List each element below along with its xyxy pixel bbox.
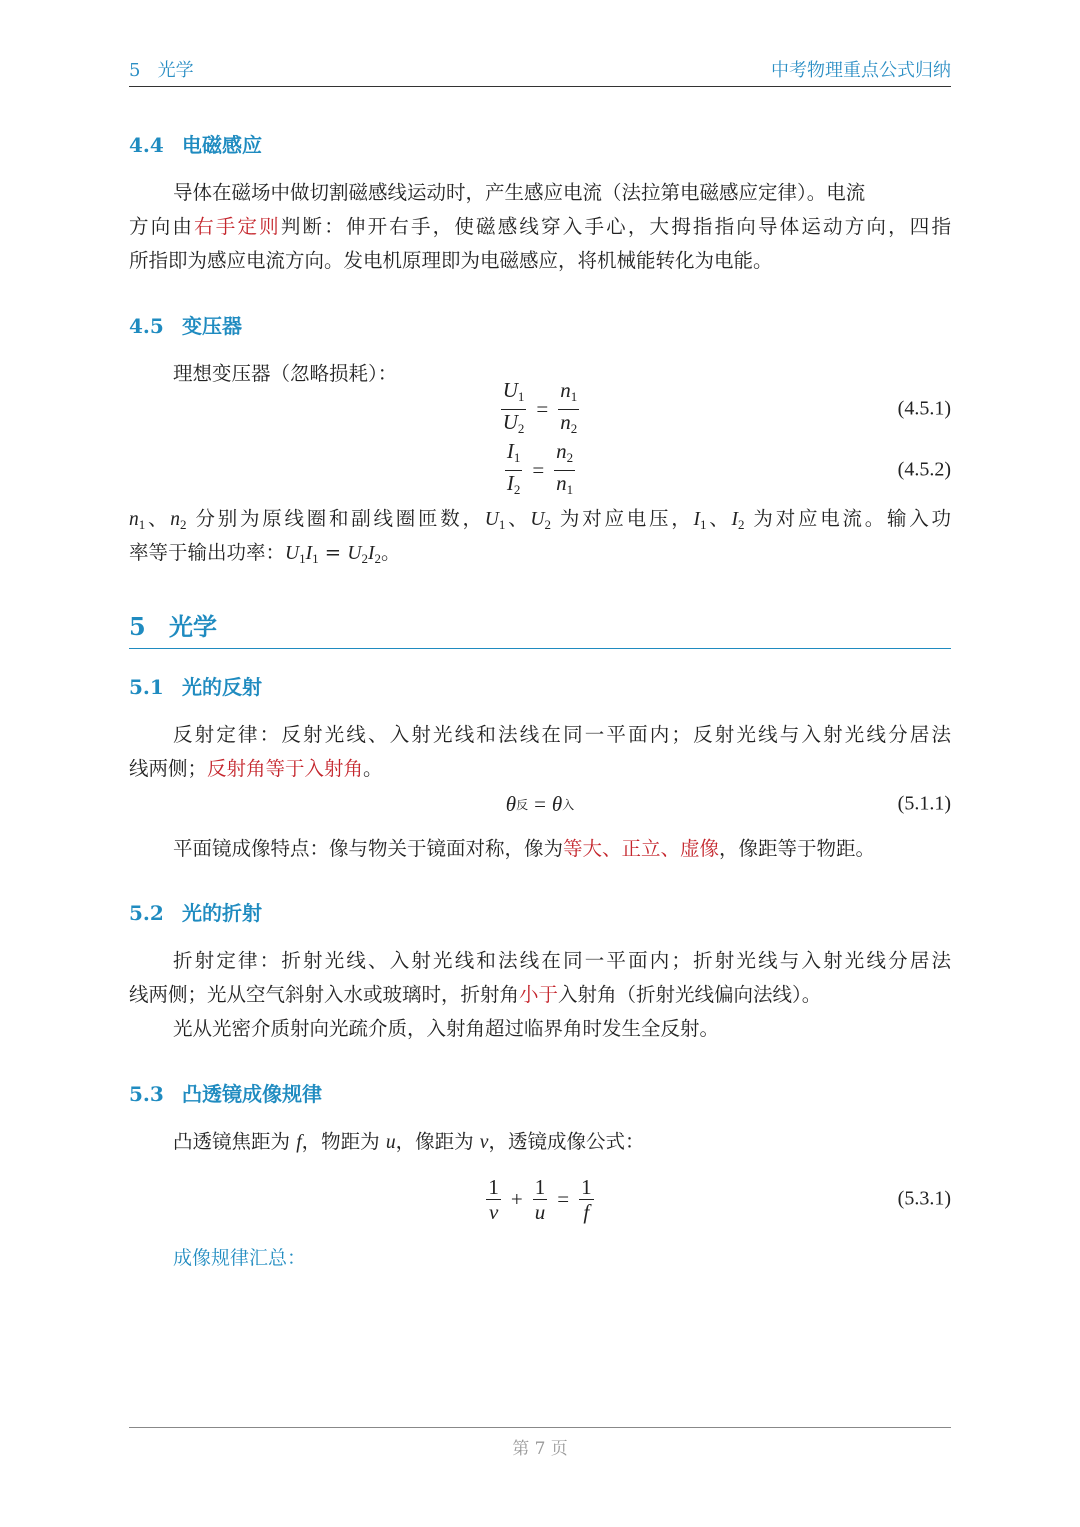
- highlighted-text: 反射角等于入射角: [207, 757, 364, 780]
- section-title: 凸透镜成像规律: [182, 1082, 322, 1106]
- text-segment: 折射定律：折射光线、入射光线和法线在同一平面内；折射光线与入射光线分居法: [173, 949, 951, 972]
- section-heading-5-1: [129, 673, 262, 701]
- text-segment: 、: [505, 507, 531, 530]
- section-number: 5.1: [129, 675, 164, 699]
- paragraph-line: [173, 947, 951, 975]
- math-variable: I: [731, 509, 738, 530]
- math-variable: n: [170, 509, 181, 530]
- math-variable: U: [484, 509, 499, 530]
- section-number: 5.3: [129, 1082, 164, 1106]
- text-segment: 。: [363, 757, 383, 780]
- section-number: 4.4: [129, 133, 164, 157]
- text-segment: ，物距为: [301, 1130, 386, 1153]
- text-segment: ，像距等于物距。: [719, 837, 876, 860]
- text-segment: 、: [706, 507, 732, 530]
- math-subscript: 2: [374, 551, 381, 566]
- header-rule: [129, 86, 951, 87]
- text-segment: 平面镜成像特点：像与物关于镜面对称，像为: [173, 837, 564, 860]
- highlighted-text: 小于: [519, 983, 559, 1006]
- math-variable: u: [385, 1132, 396, 1153]
- text-segment: 凸透镜焦距为: [173, 1130, 297, 1153]
- math-variable: n: [129, 509, 139, 530]
- section-number: 5.2: [129, 901, 164, 925]
- paragraph-line: [129, 981, 821, 1009]
- section-number: 4.5: [129, 314, 164, 338]
- paragraph-line: [173, 179, 865, 207]
- page-number: 第 7 页: [512, 1439, 568, 1459]
- math-variable: U: [530, 509, 545, 530]
- paragraph-line: [129, 213, 951, 241]
- math-variable: v: [479, 1132, 489, 1153]
- text-segment: 理想变压器（忽略损耗）：: [173, 362, 398, 385]
- math-variable: U: [347, 543, 362, 564]
- footer-rule: [129, 1427, 951, 1428]
- math-subscript: 1: [299, 551, 306, 566]
- math-subscript: 2: [361, 551, 368, 566]
- text-segment: ，透镜成像公式：: [488, 1130, 645, 1153]
- equation-5-3-1: $\frac{1}{v}$ + $\frac{1}{u}$ = $\frac{1}{f}$ (5.3.1): [488, 1174, 951, 1224]
- paragraph-line: [173, 721, 951, 749]
- paragraph-line: [173, 1128, 644, 1156]
- math-subscript: 1: [498, 517, 506, 532]
- math-variable: I: [305, 543, 313, 564]
- section-heading-4-5: [129, 312, 242, 340]
- section-heading-4-4: [129, 131, 262, 159]
- math-variable: f: [296, 1132, 302, 1153]
- highlighted-text: 等大、正立、虚像: [563, 837, 720, 860]
- running-header-doc-title: 中考物理重点公式归纳: [771, 60, 951, 81]
- text-segment: =: [318, 541, 348, 564]
- text-segment: 导体在磁场中做切割磁感线运动时，产生感应电流（法拉第电磁感应定律）。电流: [173, 181, 866, 204]
- text-segment: 入射角（折射光线偏向法线）。: [558, 983, 822, 1006]
- text-segment: 反射定律：反射光线、入射光线和法线在同一平面内；反射光线与入射光线分居法: [173, 723, 951, 746]
- paragraph-line: [173, 835, 875, 863]
- section-title: 变压器: [182, 314, 242, 338]
- chapter-heading-5: [129, 611, 217, 643]
- section-heading-5-3: [129, 1080, 322, 1108]
- text-segment: ，像距为: [395, 1130, 480, 1153]
- text-segment: 光从光密介质射向光疏介质，入射角超过临界角时发生全反射。: [173, 1017, 720, 1040]
- section-title: 电磁感应: [182, 133, 262, 157]
- text-segment: 方向由: [129, 215, 195, 238]
- equation-4-5-1: $\frac{U_1}{U_2}$ = $\frac{n_1}{n_2}$ (4.5.1): [502, 377, 951, 436]
- text-segment: 率等于输出功率：: [129, 541, 286, 564]
- chapter-title: 光学: [169, 612, 217, 641]
- math-subscript: 1: [699, 517, 707, 532]
- math-variable: I: [693, 509, 700, 530]
- equation-number: (5.1.1): [897, 792, 951, 815]
- equation-number: (5.3.1): [897, 1187, 951, 1210]
- text-segment: 所指即为感应电流方向。发电机原理即为电磁感应，将机械能转化为电能。: [129, 249, 773, 272]
- math-subscript: 2: [180, 517, 187, 532]
- equation-number: (4.5.2): [897, 458, 951, 481]
- math-variable: U: [285, 543, 300, 564]
- paragraph-line: [129, 505, 951, 533]
- text-segment: 判断：伸开右手，使磁感线穿入手心，大拇指指向导体运动方向，四指: [280, 215, 951, 238]
- math-subscript: 2: [544, 517, 551, 532]
- equation-number: (4.5.1): [897, 397, 951, 420]
- header-section-title: 光学: [157, 60, 194, 81]
- equation-4-5-2: $\frac{I_1}{I_2}$ = $\frac{n_2}{n_1}$ (4.5.2): [506, 438, 951, 497]
- text-segment: 线两侧；: [129, 757, 208, 780]
- running-header-section: [129, 59, 194, 83]
- text-segment: 为对应电流。输入功: [744, 507, 951, 530]
- chapter-rule: [129, 648, 951, 649]
- math-subscript: 2: [737, 517, 745, 532]
- paragraph-line: [173, 1015, 719, 1043]
- chapter-number: 5: [129, 612, 146, 641]
- section-title: 光的反射: [182, 675, 262, 699]
- paragraph-line: [129, 247, 773, 275]
- math-subscript: 1: [138, 517, 146, 532]
- text-segment: 为对应电压，: [550, 507, 694, 530]
- text-segment: 分别为原线圈和副线圈匝数，: [186, 507, 485, 530]
- text-segment: 。: [380, 541, 401, 564]
- highlighted-text: 右手定则: [194, 215, 281, 238]
- summary-heading: 成像规律汇总：: [173, 1247, 307, 1269]
- math-subscript: 1: [312, 551, 319, 566]
- section-title: 光的折射: [182, 901, 262, 925]
- text-segment: 、: [145, 507, 171, 530]
- text-segment: 线两侧；光从空气斜射入水或玻璃时，折射角: [129, 983, 520, 1006]
- equation-5-1-1: θ 反 = θ 入 (5.1.1): [505, 791, 951, 816]
- paragraph-line: [129, 539, 400, 567]
- section-heading-5-2: [129, 899, 262, 927]
- math-variable: I: [367, 543, 375, 564]
- header-section-number: 5: [129, 60, 141, 81]
